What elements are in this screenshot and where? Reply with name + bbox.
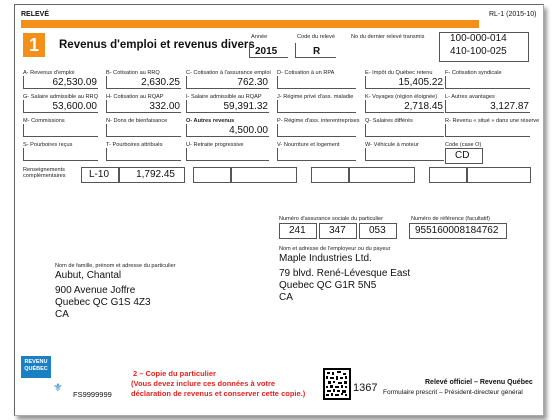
official-line-2: Formulaire prescrit – Président-directeur général [383, 389, 523, 396]
nas-part-3: 053 [369, 225, 386, 236]
box-t-field [106, 148, 181, 161]
box-s-field [23, 148, 98, 161]
employee-line-4: CA [55, 309, 69, 320]
employer-label: Nom et adresse de l'employeur ou du payeur [279, 246, 391, 252]
form-number-badge: 1 [23, 33, 45, 57]
box-code-label: Code (case O) [445, 142, 482, 148]
box-t-label: T- Pourboires attribués [106, 142, 163, 148]
box-v-label: V- Nourriture et logement [277, 142, 340, 148]
box-r-field [445, 124, 530, 137]
box-f-label: F- Cotisation syndicale [445, 70, 502, 76]
barcode-icon [323, 368, 351, 405]
copy-line-1: 2 – Copie du particulier [133, 369, 216, 378]
logo-line-1: REVENU [24, 359, 48, 365]
employee-line-3: Quebec QC G1S 4Z3 [55, 297, 151, 308]
renseignements-code: L-10 [89, 169, 110, 180]
box-s-label: S- Pourboires reçus [23, 142, 73, 148]
box-n-label: N- Dons de bienfaisance [106, 118, 168, 124]
code-releve-label: Code du relevé [297, 34, 335, 40]
employee-line-1: Aubut, Chantal [55, 270, 122, 281]
box-e-label: E- Impôt du Québec retenu [365, 70, 433, 76]
box-b-value: 2,630.25 [141, 77, 180, 88]
renseignements-label-1: Renseignements [23, 167, 65, 173]
copy-line-3: déclaration de revenus et conserver cette copie.) [131, 389, 306, 398]
box-g-label: G- Salaire admissible au RRQ [23, 94, 98, 100]
employee-line-2: 900 Avenue Joffre [55, 285, 136, 296]
box-j-field [277, 100, 356, 113]
employer-line-2: 79 blvd. René-Lévesque East [279, 268, 411, 279]
employer-line-1: Maple Industries Ltd. [279, 253, 372, 264]
copy-line-2: (Vous devez inclure ces données à votre [131, 379, 276, 388]
box-q-label: Q- Salaires différés [365, 118, 413, 124]
box-o-label: O- Autres revenus [186, 118, 235, 124]
box-n-field [106, 124, 181, 137]
box-q-field [365, 124, 444, 137]
employer-line-4: CA [279, 292, 293, 303]
box-p-field [277, 124, 356, 137]
box-c-value: 762.30 [237, 77, 268, 88]
box-u-label: U- Retraite progressive [186, 142, 244, 148]
box-w-label: W- Véhicule à moteur [365, 142, 419, 148]
box-m-field [23, 124, 98, 137]
box-d-label: D- Cotisation à un RPA [277, 70, 335, 76]
box-v-field [277, 148, 356, 161]
employee-label: Nom de famille, prénom et adresse du particulier [55, 263, 176, 269]
box-h-value: 332.00 [149, 101, 180, 112]
barcode-number: 1367 [353, 382, 378, 394]
box-e-value: 15,405.22 [398, 77, 443, 88]
box-m-label: M- Commissions [23, 118, 65, 124]
box-r-label: R- Revenu « situé » dans une réserve [445, 118, 540, 124]
box-a-label: A- Revenus d'emploi [23, 70, 75, 76]
box-b-label: B- Cotisation au RRQ [106, 70, 160, 76]
code-releve-value: R [313, 46, 321, 57]
box-code-value: CD [455, 150, 470, 161]
nas-part-1: 241 [289, 225, 306, 236]
renseignements-extra-box-2 [231, 167, 297, 183]
official-line-1: Relevé officiel – Revenu Québec [425, 379, 533, 386]
page-title: Revenus d'emploi et revenus divers [59, 39, 255, 51]
box-i-label: I- Salaire admissible au RQAP [186, 94, 262, 100]
annee-label: Année [251, 34, 268, 40]
renseignements-extra-box-4 [349, 167, 415, 183]
box-d-field [277, 76, 356, 89]
box-k-label: K- Voyages (région éloignée) [365, 94, 438, 100]
box-a-value: 62,530.09 [52, 77, 97, 88]
renseignements-extra-box-3 [311, 167, 349, 183]
no-releve-1: 100-000-014 [450, 33, 507, 44]
box-j-label: J- Régime privé d'ass. maladie [277, 94, 354, 100]
logo-line-2: QUÉBEC [24, 366, 48, 372]
annee-value: 2015 [255, 46, 278, 57]
no-dernier-label: No du dernier relevé transmis [351, 34, 425, 40]
renseignements-amount: 1,792.45 [136, 169, 175, 180]
fleurdelise-icon: ⚜ [53, 382, 63, 394]
box-g-value: 53,600.00 [52, 101, 97, 112]
renseignements-extra-box-1 [193, 167, 231, 183]
nas-label: Numéro d'assurance sociale du particulier [279, 216, 383, 222]
renseignements-extra-box-5 [429, 167, 467, 183]
box-f-field [445, 76, 530, 89]
form-code: RL-1 (2015-10) [489, 11, 537, 18]
box-h-label: H- Cotisation au RQAP [106, 94, 164, 100]
fs-code: FS9999999 [73, 390, 112, 399]
nas-part-2: 347 [329, 225, 346, 236]
box-l-value: 3,127.87 [490, 101, 529, 112]
renseignements-extra-box-6 [467, 167, 531, 183]
box-l-label: L- Autres avantages [445, 94, 495, 100]
rl1-form [14, 4, 544, 416]
employer-line-3: Quebec QC G1R 5N5 [279, 280, 377, 291]
header-orange-bar [21, 20, 479, 28]
box-u-field [186, 148, 269, 161]
box-o-value: 4,500.00 [229, 125, 268, 136]
box-i-value: 59,391.32 [223, 101, 268, 112]
reference-label: Numéro de référence (facultatif) [411, 216, 490, 222]
revenu-quebec-logo [21, 356, 51, 378]
reference-value: 955160008184762 [415, 225, 499, 236]
box-k-value: 2,718.45 [404, 101, 443, 112]
box-c-label: C- Cotisation à l'assurance emploi [186, 70, 271, 76]
box-p-label: P- Régime d'ass. interentreprises [277, 118, 360, 124]
renseignements-label-2: complémentaires [23, 173, 66, 179]
no-releve-2: 410-100-025 [450, 46, 507, 57]
box-w-field [365, 148, 444, 161]
releve-tag: RELEVÉ [21, 11, 50, 18]
